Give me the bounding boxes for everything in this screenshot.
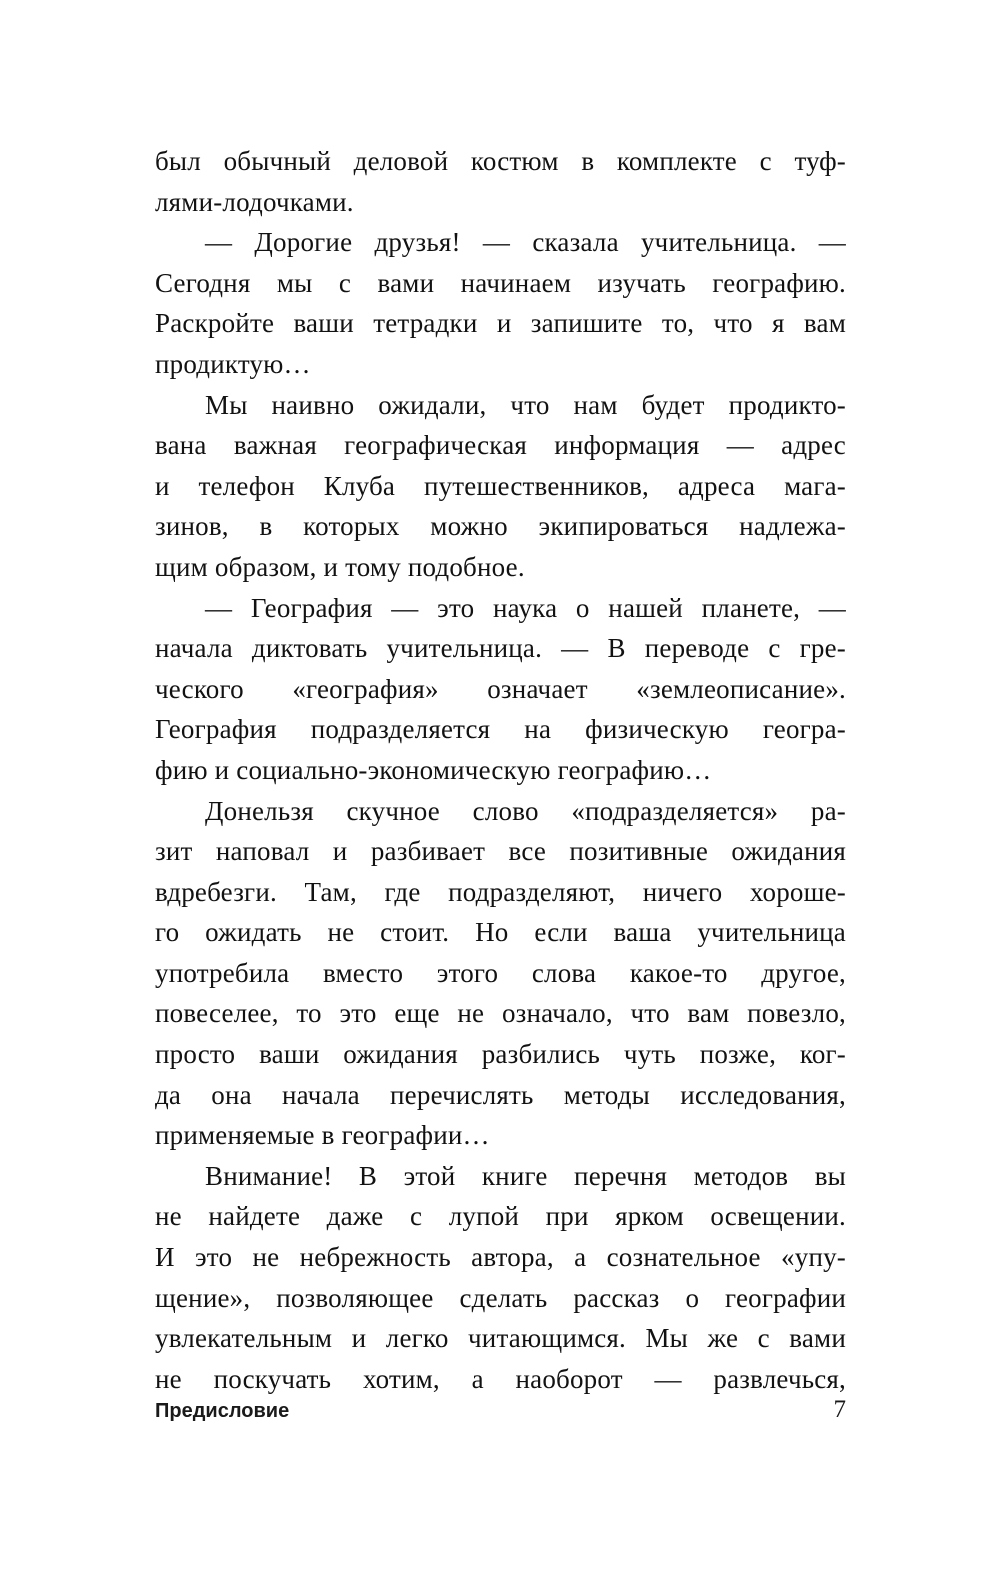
text-line: фию и социально-экономическую географию… xyxy=(155,754,712,785)
footer-page-number: 7 xyxy=(833,1396,846,1423)
text-line: зинов, в которых можно экипироваться надлежа- xyxy=(155,511,846,542)
text-line: щим образом, и тому подобное. xyxy=(155,551,525,582)
text-line: был обычный деловой костюм в комплекте с туф- xyxy=(155,146,846,176)
text-line: Сегодня мы с вами начинаем изучать географию. xyxy=(155,267,846,298)
text-line: применяемые в географии… xyxy=(155,1120,490,1151)
text-line: — Дорогие друзья! — сказала учительница. — xyxy=(205,227,846,258)
text-line: — География — это наука о нашей планете, — xyxy=(205,592,846,623)
text-line: вдребезги. Там, где подразделяют, ничего хороше- xyxy=(155,876,846,907)
text-line: да она начала перечислять методы исследования, xyxy=(155,1079,846,1110)
text-line: повеселее, то это еще не означало, что вам повезло, xyxy=(155,998,846,1029)
text-line: вана важная географическая информация — адрес xyxy=(155,430,846,461)
footer-section-title: Предисловие xyxy=(155,1400,290,1422)
text-line: И это не небрежность автора, а сознательное «упу- xyxy=(155,1242,846,1273)
text-line: употребила вместо этого слова какое-то другое, xyxy=(155,957,846,988)
text-line: щение», позволяющее сделать рассказ о географии xyxy=(155,1282,846,1313)
text-line: и телефон Клуба путешественников, адреса мага- xyxy=(155,470,846,501)
text-line: Донельзя скучное слово «подразделяется» ра- xyxy=(205,795,846,826)
text-line: Раскройте ваши тетрадки и запишите то, что я вам xyxy=(155,308,846,339)
text-line: География подразделяется на физическую геогра- xyxy=(155,714,846,745)
text-line: продиктую… xyxy=(155,348,311,379)
text-block xyxy=(155,141,846,1399)
text-line: го ожидать не стоит. Но если ваша учительница xyxy=(155,917,846,948)
text-line: не поскучать хотим, а наоборот — развлечься, xyxy=(155,1363,846,1394)
text-line: увлекательным и легко читающимся. Мы же с вами xyxy=(155,1323,846,1354)
text-line: Внимание! В этой книге перечня методов вы xyxy=(205,1160,846,1191)
footer xyxy=(155,1396,846,1424)
text-line: не найдете даже с лупой при ярком освещении. xyxy=(155,1201,846,1232)
text-line: зит наповал и разбивает все позитивные ожидания xyxy=(155,836,846,867)
text-line: просто ваши ожидания разбились чуть позже, ког- xyxy=(155,1039,846,1070)
text-line: начала диктовать учительница. — В переводе с гре- xyxy=(155,633,846,664)
text-line: лями-лодочками. xyxy=(155,186,354,217)
text-line: ческого «география» означает «землеописание». xyxy=(155,673,846,704)
text-line: Мы наивно ожидали, что нам будет продикто- xyxy=(205,389,846,420)
